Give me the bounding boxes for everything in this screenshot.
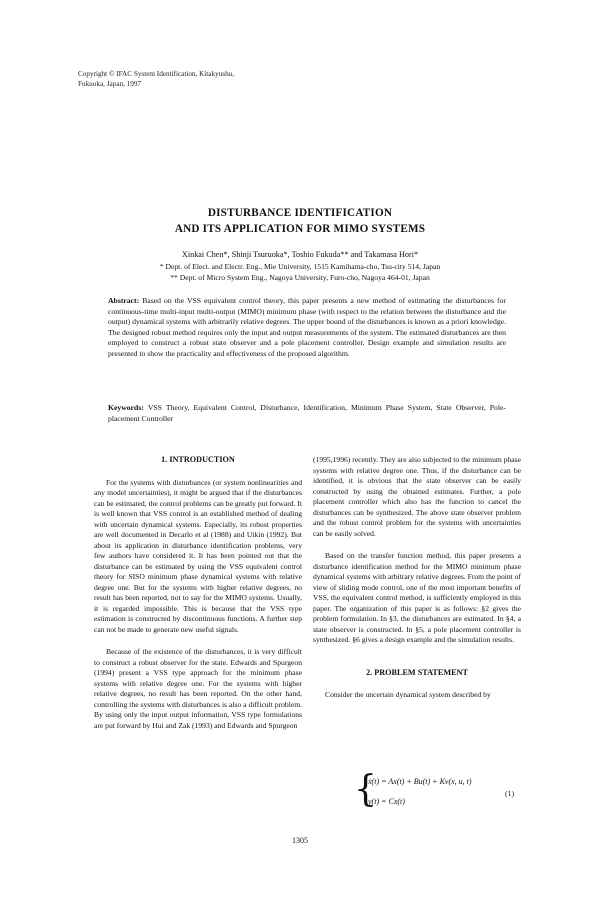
intro-heading: 1. INTRODUCTION (161, 455, 235, 464)
affiliation-1: * Dept. of Elect. and Electr. Eng., Mie University, 1515 Kamihama-cho, Tsu-city 514, Japan (159, 262, 441, 271)
copyright-line-2: Fukuoka, Japan, 1997 (78, 79, 142, 88)
problem-heading: 2. PROBLEM STATEMENT (366, 667, 468, 677)
keywords-text: VSS Theory, Equivalent Control, Disturbance, Identification, Minimum Phase System, State Observer, Pole-placement Controller (108, 403, 506, 423)
intro-paragraph-3: (1995,1996) recently. They are also subjected to the minimum phase systems with relative degree one. Thus, if the disturbance can be identified, it is obvious that the state observer can be easily constructed by using the obtained estimates. Further, a pole placement controller which also has the function to cancel the disturbances can be synthesized. The above state observer problem and the robust control problem for the systems with uncertainties can be easily solved. (313, 455, 521, 538)
keywords (108, 403, 506, 424)
affiliation-2: ** Dept. of Micro System Eng., Nagoya University, Furo-cho, Nagoya 464-01, Japan (170, 273, 430, 282)
equation-line-2: y(t) = Cx(t) (368, 797, 405, 806)
problem-paragraph-1: Consider the uncertain dynamical system described by (325, 690, 491, 699)
intro-paragraph-2: Because of the existence of the disturbances, it is very difficult to construct a robust observer for the state. Edwards and Spurgeon (1994) present a VSS type approach for the minimum phase systems with relative degree one. For the systems with higher relative degrees, no result has been reported. On the other hand, controlling the systems with disturbances is also a difficult problem. By using only the input output information, VSS type formulations are put forward by Hui and Zak (1993) and Edwards and Spurgeon (94, 647, 302, 730)
abstract-label: Abstract: (108, 296, 140, 305)
equation-number: (1) (505, 789, 515, 798)
copyright-notice (78, 70, 318, 89)
copyright-line-1: Copyright © IFAC System Identification, Kitakyushu, (78, 70, 235, 78)
abstract-text: Based on the VSS equivalent control theory, this paper presents a new method of estimating the disturbances for continuous-time multi-input multi-output (MIMO) minimum phase (with respect to the relation between the disturbance and the output) dynamical systems with arbitrarily relative degrees. The upper bound of the disturbances is known as a priori knowledge. The designed robust method requires only the input and output measurements of the system. The estimated disturbances are then employed to construct a robust state observer and a pole placement controller. Design example and simulation results are presented to show the practicality and effectiveness of the proposed algorithm. (108, 296, 506, 358)
abstract (108, 296, 506, 360)
intro-paragraph-4: Based on the transfer function method, this paper presents a disturbance identification method for the MIMO minimum phase dynamical systems with arbitrary relative degrees. From the point of view of sliding mode control, one of the most important benefits of VSS, the equivalent control method, is sufficiently employed in this paper. The organization of this paper is as follows: §2 gives the problem formulation. In §3, the disturbances are estimated. In §4, a state observer is constructed. In §5, a pole placement controller is synthesized. §6 gives a design example and the simulation results. (313, 551, 521, 644)
left-column (94, 455, 302, 731)
equation-brace-icon: { (354, 769, 377, 810)
author-list: Xinkai Chen*, Shinji Tsuruoka*, Toshio Fukuda** and Takamasa Hori* (181, 250, 419, 259)
page-number: 1305 (292, 836, 308, 845)
equation-1 (354, 770, 524, 816)
paper-title-line-2: AND ITS APPLICATION FOR MIMO SYSTEMS (174, 223, 426, 235)
keywords-label: Keywords: (108, 403, 144, 412)
equation-line-1: ẋ(t) = Ax(t) + Bu(t) + Kv(x, u, t) (368, 777, 472, 786)
right-column (313, 455, 521, 701)
paper-title-line-1: DISTURBANCE IDENTIFICATION (207, 207, 393, 219)
intro-paragraph-1: For the systems with disturbances (or system nonlinearities and any model uncertainties), it might be argued that if the disturbances can be estimated, the control problems can be greatly put forward. It is well known that VSS control is an established method of dealing with uncertain dynamical systems. Especially, its robust properties are well documented in Decarlo et al (1988) and Utkin (1992). But about its application in disturbance identification problems, very few authors have considered it. It has been pointed out that the disturbance can be estimated by using the VSS equivalent control theory for SISO minimum phase dynamical systems with relative degree one. But for the systems with higher relative degrees, no result has been reported, not to say for the MIMO systems. Usually, it is regarded impossible. This is because that the VSS type estimation is constructed by discontinuous functions. A further step can not be made to generate new useful signals. (94, 477, 302, 634)
